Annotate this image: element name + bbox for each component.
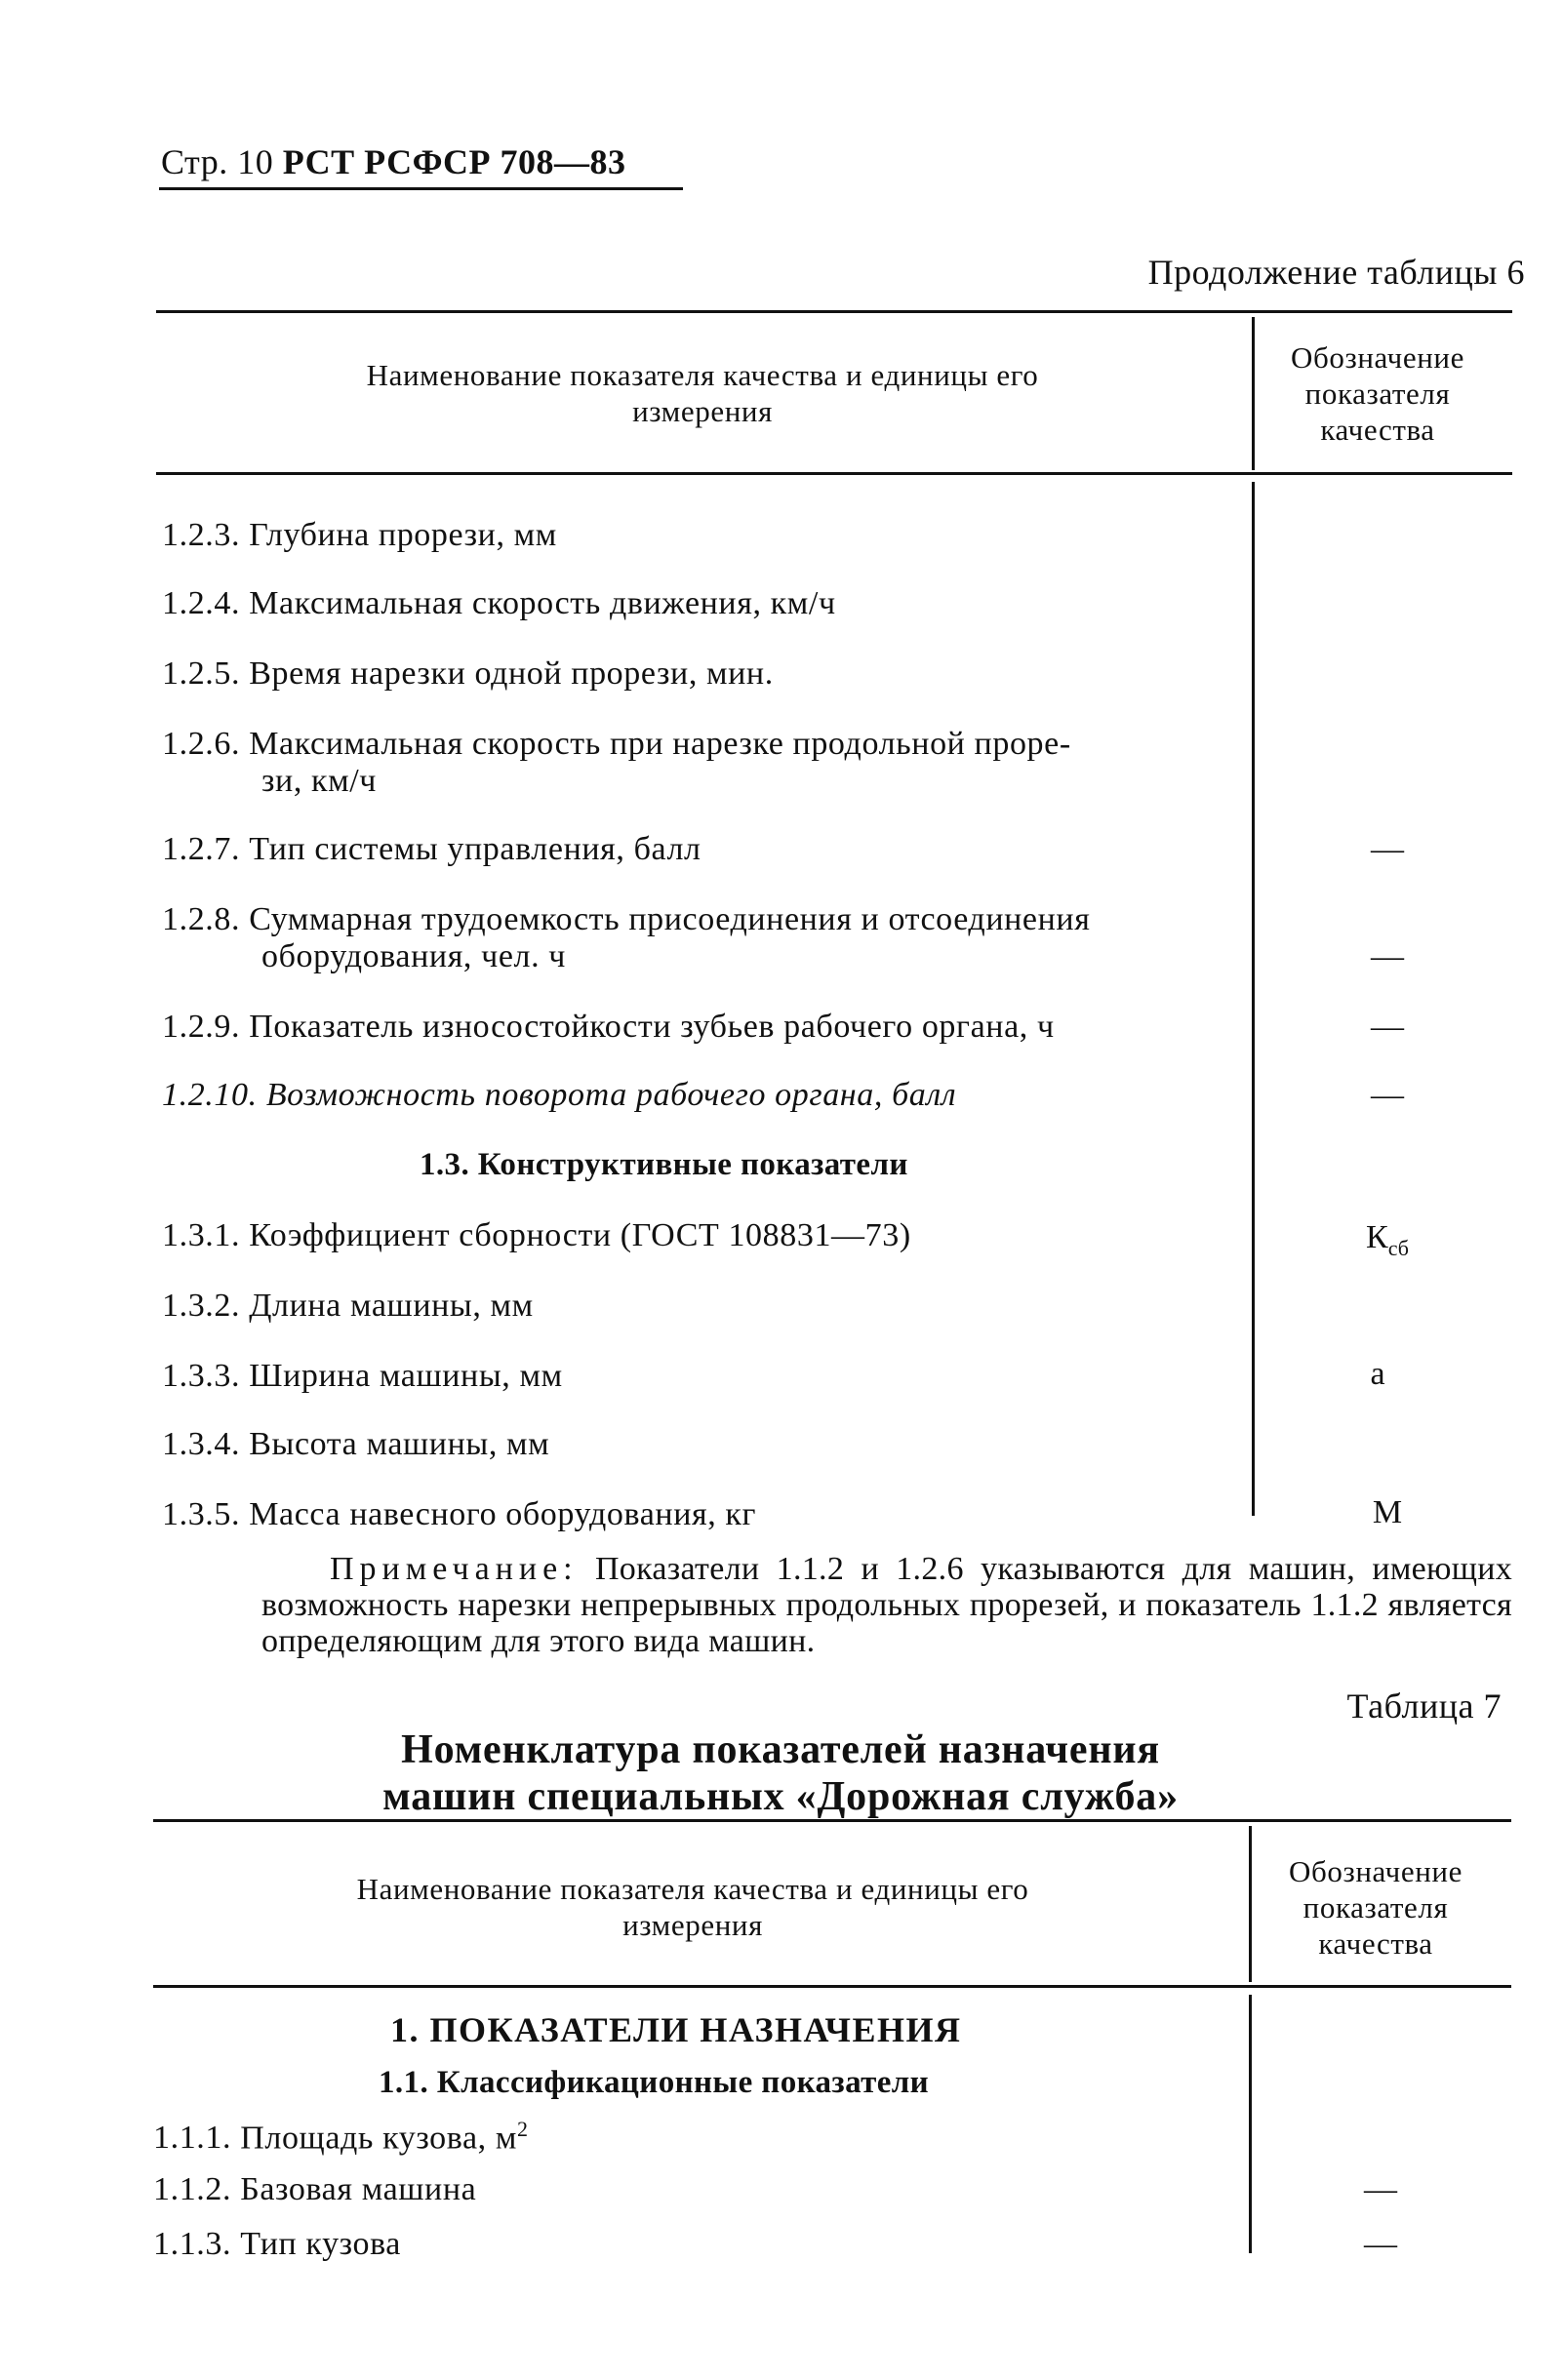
row-symbol: —	[1371, 831, 1404, 867]
page-number: Стр. 10	[161, 142, 274, 181]
standard-code: РСТ РСФСР 708—83	[282, 142, 626, 181]
row-symbol: a	[1370, 1356, 1385, 1392]
table7-label: Таблица 7	[1346, 1686, 1502, 1726]
page-header	[161, 141, 626, 182]
table6-continuation-label: Продолжение таблицы 6	[1147, 253, 1525, 292]
table6-header-divider	[1252, 317, 1255, 470]
row-symbol: —	[1371, 1009, 1404, 1045]
table-row: 1.1.1. Площадь кузова, $м^2$	[153, 2117, 529, 2157]
row-symbol: —	[1371, 1077, 1404, 1113]
table-row: 1.3.2. Длина машины, мм	[162, 1288, 534, 1324]
table6-note: Примечание: Показатели 1.1.2 и 1.2.6 указываются для машин, имеющих возможность нарезки непрерывных продольных прорезей, и показатель 1.1.2 является определяющим для этого вида машин.	[261, 1551, 1512, 1659]
table7-header-bottom-rule	[153, 1985, 1511, 1988]
header-underline	[159, 187, 683, 190]
row-symbol: —	[1364, 2226, 1397, 2262]
table-row: 1.2.10. Возможность поворота рабочего органа, балл	[162, 1077, 957, 1113]
table7-body-divider	[1249, 1995, 1252, 2253]
table-row: 1.2.7. Тип системы управления, балл	[162, 831, 701, 867]
table-row: 1.3.3. Ширина машины, мм	[162, 1358, 563, 1394]
table7-col-name-header: Наименование показателя качества и единицы его измерения	[356, 1872, 1029, 1942]
table-row: 1.3.1. Коэффициент сборности (ГОСТ 108831—73)	[162, 1217, 911, 1253]
section-heading-1: 1. ПОКАЗАТЕЛИ НАЗНАЧЕНИЯ	[390, 2010, 962, 2049]
row-symbol: $К_{сб}$	[1366, 1219, 1409, 1260]
section-heading-1-3: 1.3. Конструктивные показатели	[420, 1147, 908, 1182]
table7-header-divider	[1249, 1826, 1252, 1982]
table6-top-rule	[156, 310, 1512, 313]
table7-title: Номенклатура показателей назначения машин специальных «Дорожная служба»	[382, 1727, 1179, 1819]
row-symbol: —	[1371, 938, 1404, 974]
table-row: 1.2.4. Максимальная скорость движения, км/ч	[162, 585, 836, 621]
table-row-continuation: зи, км/ч	[261, 763, 378, 799]
table-row: 1.2.9. Показатель износостойкости зубьев рабочего органа, ч	[162, 1009, 1055, 1045]
table-row: 1.3.4. Высота машины, мм	[162, 1426, 550, 1462]
table-row: 1.2.3. Глубина прорези, мм	[162, 517, 557, 553]
table6-body-divider	[1252, 482, 1255, 1516]
table6-col-name-header: Наименование показателя качества и единицы его измерения	[366, 358, 1039, 428]
table-row: 1.3.5. Масса навесного оборудования, кг	[162, 1496, 757, 1532]
row-symbol: M	[1372, 1494, 1403, 1530]
table-row: 1.2.5. Время нарезки одной прорези, мин.	[162, 655, 774, 692]
table7-col-symbol-header: Обозначение показателя качества	[1289, 1854, 1463, 1961]
section-heading-1-1: 1.1. Классификационные показатели	[379, 2065, 930, 2100]
table-row: 1.1.2. Базовая машина	[153, 2171, 477, 2207]
table-row: 1.2.8. Суммарная трудоемкость присоединения и отсоединения	[162, 901, 1091, 937]
table-row-continuation: оборудования, чел. ч	[261, 938, 566, 974]
table7-top-rule	[153, 1819, 1511, 1822]
table-row: 1.1.3. Тип кузова	[153, 2226, 401, 2262]
table6-col-symbol-header: Обозначение показателя качества	[1291, 340, 1464, 447]
table-row: 1.2.6. Максимальная скорость при нарезке продольной проре-	[162, 726, 1071, 762]
row-symbol: —	[1364, 2171, 1397, 2207]
table6-header-bottom-rule	[156, 472, 1512, 475]
